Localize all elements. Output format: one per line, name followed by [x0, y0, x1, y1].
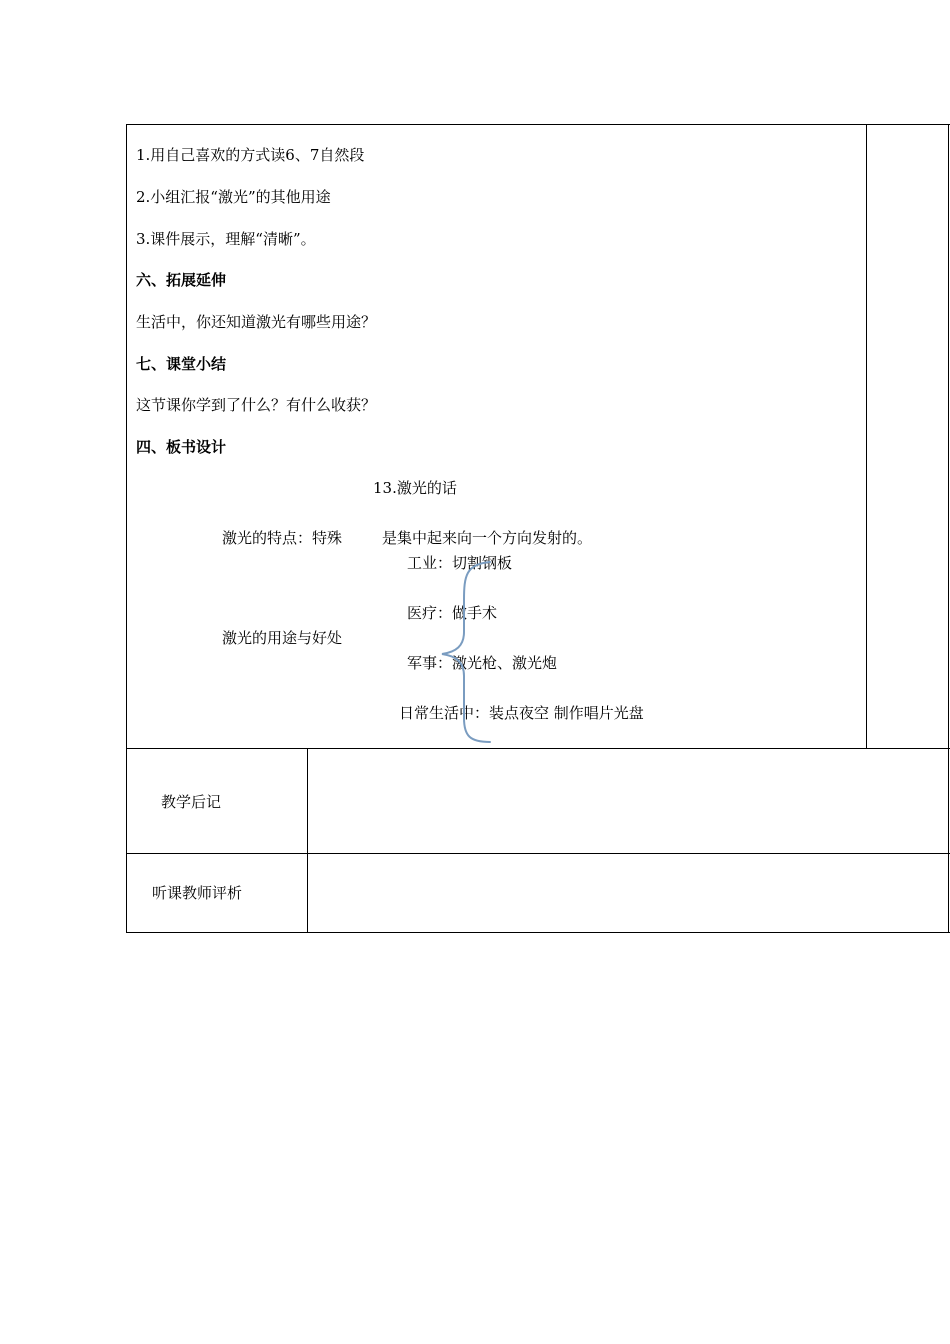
extension-question: 生活中，你还知道激光有哪些用途？: [136, 313, 377, 331]
step-2-text: 2.小组汇报“激光”的其他用途: [136, 188, 331, 206]
section-heading-extension: 六、拓展延伸: [136, 271, 227, 289]
use-item-medical: 医疗：做手术: [407, 604, 498, 622]
table-border-right: [948, 124, 949, 933]
section-heading-board-design: 四、板书设计: [136, 438, 227, 456]
teaching-notes-label: 教学后记: [161, 793, 222, 811]
teacher-review-label: 听课教师评析: [152, 884, 243, 902]
step-3-text: 3.课件展示，理解“清晰”。: [136, 230, 316, 248]
teaching-notes-cell[interactable]: [308, 749, 948, 853]
step-1-text: 1.用自己喜欢的方式读6、7自然段: [136, 146, 365, 164]
use-item-industry: 工业：切割钢板: [407, 554, 513, 572]
section-heading-summary: 七、课堂小结: [136, 355, 227, 373]
table-border-top: [126, 124, 950, 125]
teacher-review-cell[interactable]: [308, 854, 948, 932]
table-border-left: [126, 124, 127, 933]
uses-label: 激光的用途与好处: [222, 629, 343, 647]
feature-text: 是集中起来向一个方向发射的。: [382, 529, 593, 547]
summary-question: 这节课你学到了什么？有什么收获？: [136, 396, 377, 414]
feature-label: 激光的特点：特殊: [222, 529, 343, 547]
curly-brace-icon: [430, 560, 500, 750]
board-title: 13.激光的话: [373, 479, 457, 497]
table-border-bottom: [126, 932, 950, 933]
table-divider-right-column: [866, 124, 867, 749]
use-item-military: 军事：激光枪、激光炮: [407, 654, 558, 672]
use-item-daily-life: 日常生活中：装点夜空 制作唱片光盘: [399, 704, 644, 722]
